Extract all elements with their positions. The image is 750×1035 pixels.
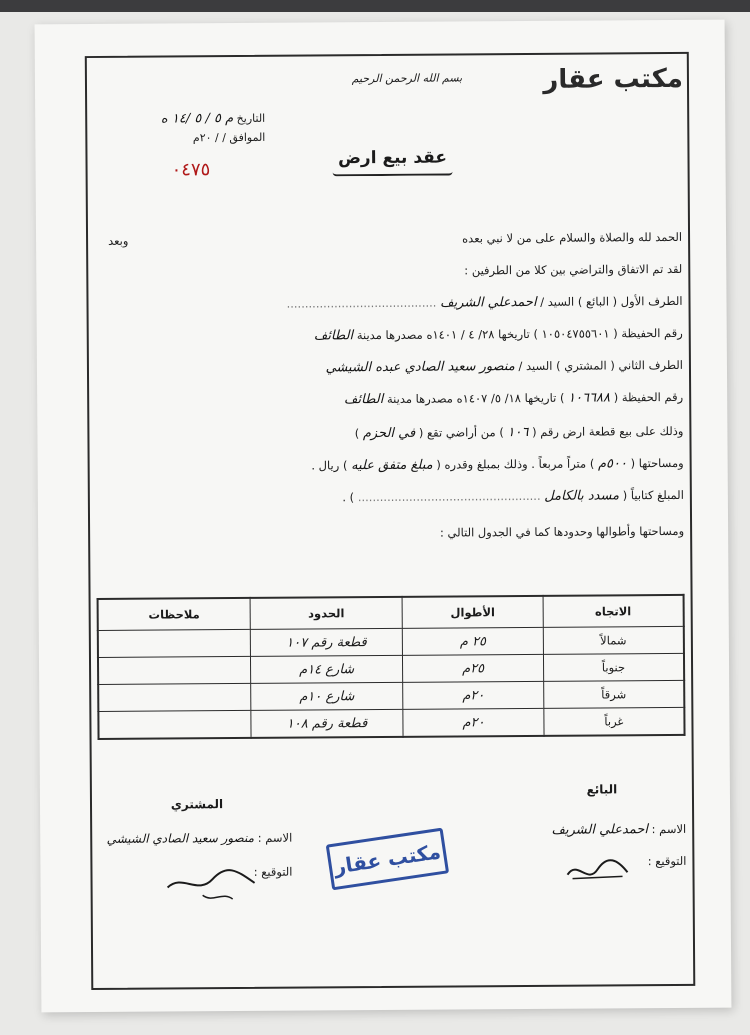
party2-label: الطرف الثاني ( المشتري ) السيد / xyxy=(518,357,684,374)
id1-value: ١٠٥٠٤٧٥٥٦٠١ xyxy=(541,326,610,341)
header-direction: الاتجاه xyxy=(543,595,684,627)
area-value: ٥٠٠م xyxy=(597,456,628,472)
buyer-sig-label: التوقيع : xyxy=(253,864,293,879)
office-brand: مكتب عقار xyxy=(543,63,684,95)
date-label: التاريخ xyxy=(236,111,266,126)
length-cell: ٢٥م xyxy=(403,654,544,682)
id1-label: رقم الحفيظة ( xyxy=(613,325,683,341)
intro-line-2: لقد تم الاتفاق والتراضي بين كلا من الطرفين : xyxy=(464,261,683,278)
length-cell: ٢٠م xyxy=(403,708,544,736)
id2-city: الطائف xyxy=(343,391,384,408)
table-header-row xyxy=(98,595,684,631)
id1-date: ٢٨/ ٤ / ١٤٠١ه xyxy=(426,327,495,342)
party1-name: احمدعلي الشريف xyxy=(440,294,537,311)
table-row xyxy=(98,707,684,739)
id2-line xyxy=(99,390,683,409)
id1-date-label: ) تاريخها xyxy=(498,326,539,342)
intro-text: الحمد لله والصلاة والسلام على من لا نبي بعده xyxy=(462,229,683,246)
area-rest: ) متراً مربعاً . وذلك بمبلغ وقدره ( xyxy=(436,456,595,472)
length-cell: ٢٠م xyxy=(403,681,544,709)
written-end: ) . xyxy=(342,490,355,505)
plot-in-label: ) من أراضي تقع ( xyxy=(418,425,504,440)
table-row xyxy=(98,653,684,684)
id1-city: الطائف xyxy=(313,328,354,344)
id2-value: ١٠٦٦٨٨ xyxy=(568,390,611,406)
muwafiq-label: الموافق xyxy=(229,130,266,145)
buyer-title: المشتري xyxy=(170,797,224,812)
header-border: الحدود xyxy=(250,597,403,630)
date-value: م ٥ / ٥ /١٤ ه xyxy=(160,111,234,127)
muwafiq-value: / / ٢٠م xyxy=(192,131,226,145)
id2-label: رقم الحفيظة ( xyxy=(613,389,684,405)
buyer-name-line xyxy=(62,831,292,847)
intro-end: وبعد xyxy=(108,233,129,248)
party1-dots: ......................................... xyxy=(286,295,437,311)
border-cell: قطعة رقم ١٠٨ xyxy=(251,709,404,738)
length-cell: ٢٥ م xyxy=(403,627,544,655)
price-end: ) ريال . xyxy=(311,458,348,473)
boundaries-table xyxy=(97,594,686,740)
direction-cell: شمالاً xyxy=(543,626,684,654)
sale-line xyxy=(99,424,683,443)
intro-line-1 xyxy=(98,230,682,248)
table-intro: ومساحتها وأطوالها وحدودها كما في الجدول التالي : xyxy=(439,523,685,540)
table-row xyxy=(98,680,684,711)
seller-name: احمدعلي الشريف xyxy=(551,822,649,838)
party1-line xyxy=(98,294,682,313)
header-length: الأطوال xyxy=(402,596,543,628)
office-stamp: مكتب عقار xyxy=(326,828,449,891)
id2-src-label: مصدرها مدينة xyxy=(386,391,453,406)
note-cell xyxy=(98,710,251,739)
buyer-name-label: الاسم : xyxy=(257,830,293,845)
sale-label: وذلك على بيع قطعة ارض رقم ( xyxy=(532,423,684,439)
note-cell xyxy=(98,656,251,684)
muwafiq-line xyxy=(105,131,265,145)
top-bar xyxy=(0,0,750,12)
id2-date-label: ) تاريخها xyxy=(524,390,565,406)
border-cell: شارع ١٠م xyxy=(251,682,404,710)
id1-src-label: مصدرها مدينة xyxy=(356,327,423,343)
price-value: مبلغ متفق عليه xyxy=(351,457,433,474)
written-line xyxy=(100,488,684,507)
id1-line xyxy=(99,326,683,345)
party2-name: منصور سعيد الصادي عبده الشيشي xyxy=(325,359,515,376)
contract-paper xyxy=(35,20,732,1013)
table-row xyxy=(98,626,684,657)
border-cell: شارع ١٤م xyxy=(250,655,403,683)
seller-signature-icon xyxy=(562,854,632,884)
area-line xyxy=(100,456,684,475)
written-dots: .................................................. xyxy=(357,488,541,505)
written-label: المبلغ كتابياً ( xyxy=(622,487,684,503)
plot-number: ١٠٦ xyxy=(507,424,529,441)
direction-cell: جنوباً xyxy=(543,653,684,681)
buyer-name: منصور سعيد الصادي الشيشي xyxy=(106,830,255,846)
note-cell xyxy=(98,683,251,711)
seller-title: البائع xyxy=(586,782,618,797)
direction-cell: غرباً xyxy=(544,707,685,735)
direction-cell: شرقاً xyxy=(544,680,685,708)
written-value: مسدد بالكامل xyxy=(544,488,620,504)
area-label: ومساحتها ( xyxy=(630,455,684,471)
sale-close: ) xyxy=(354,426,360,441)
border-cell: قطعة رقم ١٠٧ xyxy=(250,628,403,656)
id2-date: ١٨/ ٥/ ١٤٠٧ه xyxy=(456,391,521,406)
plot-location: في الحزم xyxy=(362,425,416,442)
basmala: بسم الله الرحمن الرحيم xyxy=(351,71,463,86)
buyer-signature-icon xyxy=(162,865,262,906)
seller-name-label: الاسم : xyxy=(651,821,687,837)
contract-frame xyxy=(85,52,696,990)
note-cell xyxy=(98,629,251,657)
party1-label: الطرف الأول ( البائع ) السيد / xyxy=(540,293,683,309)
party2-line xyxy=(99,358,683,377)
date-line xyxy=(105,111,265,127)
serial-number: ٠٤٧٥ xyxy=(171,159,211,181)
seller-name-line xyxy=(472,822,686,838)
header-notes: ملاحظات xyxy=(98,598,251,631)
seller-sig-label: التوقيع : xyxy=(647,853,687,869)
document-title: عقد بيع ارض xyxy=(337,147,448,169)
